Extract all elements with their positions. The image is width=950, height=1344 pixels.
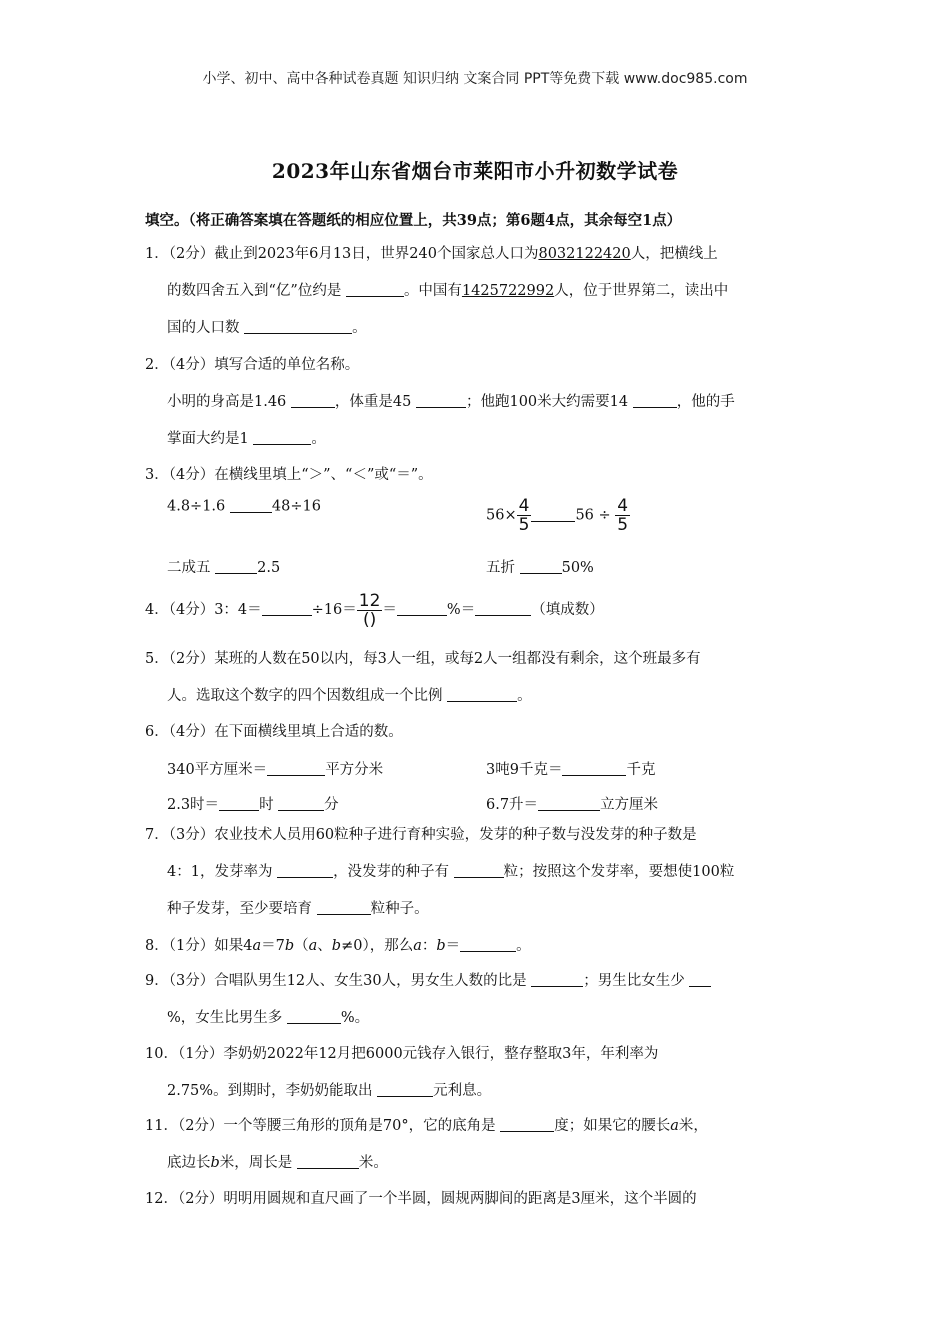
fraction: [357, 592, 383, 629]
answer-blank[interactable]: [317, 900, 371, 916]
answer-blank[interactable]: [277, 863, 333, 879]
question-text: 米。: [358, 1155, 388, 1171]
numerator: 4: [617, 496, 629, 516]
expression: 分: [324, 797, 339, 813]
expression: 五折: [486, 560, 515, 576]
question-text: ；男生比女生少: [583, 973, 685, 989]
answer-blank[interactable]: [397, 601, 447, 617]
question-text: ：: [421, 938, 437, 954]
expression: 4.8÷1.6: [167, 498, 226, 515]
answer-blank[interactable]: [262, 601, 312, 617]
question-number: 12．: [145, 1191, 178, 1207]
answer-blank[interactable]: [244, 319, 352, 335]
question-text: （2分）某班的人数在50以内，每3人一组，或每2人一组都没有剩余，这个班最多有: [168, 651, 701, 667]
question-number: 3．: [145, 467, 169, 483]
question-text: 4：1，发芽率为: [167, 864, 273, 880]
variable-b: b: [331, 938, 342, 954]
question-text: 2.75%。到期时，李奶奶能取出: [167, 1083, 373, 1099]
question-number: 6．: [145, 724, 169, 740]
question-text: （4分）3：4＝: [168, 602, 262, 618]
answer-blank[interactable]: [253, 430, 311, 446]
question-text: ＝7: [261, 938, 285, 954]
question-number: 7．: [145, 827, 169, 843]
answer-blank[interactable]: [460, 937, 516, 953]
question-number: 4．: [145, 602, 169, 618]
fraction: [615, 497, 630, 534]
question-text: ÷16＝: [311, 602, 357, 618]
question-text: 。中国有: [403, 283, 462, 299]
question-text: 底边长: [167, 1155, 211, 1171]
question-text: （2分）一个等腰三角形的顶角是70°，它的底角是: [177, 1118, 496, 1134]
answer-blank[interactable]: [475, 601, 531, 617]
expression: 50%: [561, 560, 594, 576]
answer-blank[interactable]: [562, 761, 626, 777]
expression: 6.7升＝: [486, 797, 539, 813]
question-text: （4分）填写合适的单位名称。: [168, 357, 360, 373]
question-7: [145, 817, 810, 928]
expression: 二成五: [167, 560, 211, 576]
question-text: （: [294, 938, 309, 954]
compare-row-1-left: [167, 497, 321, 515]
question-text: %。: [340, 1010, 370, 1026]
question-4: [145, 590, 604, 630]
variable-a: a: [413, 938, 422, 954]
expression: 平方分米: [325, 762, 384, 778]
answer-blank[interactable]: [454, 863, 504, 879]
answer-blank[interactable]: [633, 393, 677, 409]
question-text: （1分）如果4: [168, 938, 253, 954]
denominator: 5: [518, 515, 530, 535]
question-number: 10．: [145, 1046, 178, 1062]
china-population: 1425722992: [461, 283, 555, 299]
answer-blank[interactable]: [297, 1154, 359, 1170]
answer-blank[interactable]: [689, 972, 711, 988]
page-title: 2023年山东省烟台市莱阳市小升初数学试卷: [271, 159, 679, 183]
question-3: [145, 457, 810, 494]
question-text: 人，位于世界第二，读出中: [554, 283, 729, 299]
question-5: [145, 641, 810, 715]
question-text: （4分）在下面横线里填上合适的数。: [168, 724, 403, 740]
question-text: ，体重是45: [334, 394, 412, 410]
answer-blank[interactable]: [531, 506, 575, 522]
question-text: 。: [516, 938, 531, 954]
question-number: 2．: [145, 357, 169, 373]
question-8: [145, 928, 810, 965]
answer-blank[interactable]: [219, 796, 259, 812]
conversion-row-2-right: [486, 793, 658, 814]
question-text: 粒种子。: [370, 901, 429, 917]
question-text: 人。选取这个数字的四个因数组成一个比例: [167, 688, 443, 704]
denominator: 5: [617, 515, 629, 535]
compare-row-2-right: [486, 556, 594, 577]
section-heading: 填空。（将正确答案填在答题纸的相应位置上，共39点；第6题4点，其余每空1点）: [145, 212, 682, 229]
expression: 立方厘米: [600, 797, 659, 813]
fraction: [517, 497, 532, 534]
denominator: (): [362, 609, 377, 630]
expression: 56 ÷: [575, 507, 611, 524]
question-text: （2分）截止到2023年6月13日，世界240个国家总人口为: [168, 246, 539, 262]
expression: 3吨9千克＝: [486, 762, 563, 778]
answer-blank[interactable]: [346, 282, 404, 298]
conversion-row-2-left: [167, 793, 339, 814]
question-number: 1．: [145, 246, 169, 262]
question-text: 小明的身高是1.46: [167, 394, 287, 410]
question-text: 粒；按照这个发芽率，要想使100粒: [503, 864, 735, 880]
answer-blank[interactable]: [278, 796, 324, 812]
answer-blank[interactable]: [447, 687, 517, 703]
question-text: 掌面大约是1: [167, 431, 249, 447]
question-text: 国的人口数: [167, 320, 240, 336]
site-header: 小学、初中、高中各种试卷真题 知识归纳 文案合同 PPT等免费下载 www.doc985.com: [202, 71, 748, 87]
question-text: 的数四舍五入到“亿”位约是: [167, 283, 342, 299]
expression: 2.5: [257, 560, 281, 576]
numerator: 12: [358, 590, 381, 611]
expression: 时: [259, 797, 274, 813]
answer-blank[interactable]: [267, 761, 325, 777]
variable-a: a: [670, 1118, 679, 1134]
answer-blank[interactable]: [520, 559, 562, 575]
question-number: 9．: [145, 973, 169, 989]
question-text: ≠0），那么: [341, 938, 414, 954]
variable-b: b: [436, 938, 446, 954]
world-population: 8032122420: [538, 246, 631, 262]
question-text: %＝: [446, 602, 476, 618]
question-2: [145, 347, 810, 458]
expression: 48÷16: [271, 498, 321, 515]
question-number: 5．: [145, 651, 169, 667]
answer-blank[interactable]: [416, 393, 466, 409]
question-text: 米，周长是: [219, 1155, 293, 1171]
variable-a: a: [252, 938, 262, 954]
numerator: 4: [518, 496, 530, 516]
answer-blank[interactable]: [377, 1082, 433, 1098]
question-text: （3分）农业技术人员用60粒种子进行育种实验，发芽的种子数与没发芽的种子数是: [168, 827, 697, 843]
answer-blank[interactable]: [230, 497, 272, 513]
answer-blank[interactable]: [500, 1117, 554, 1133]
question-text: 。: [517, 688, 532, 704]
question-text: 度；如果它的腰长: [554, 1118, 671, 1134]
answer-blank[interactable]: [215, 559, 257, 575]
conversion-row-1-left: [167, 758, 383, 779]
question-6: [145, 714, 810, 751]
question-text: ＝: [382, 602, 397, 618]
expression: 2.3时＝: [167, 797, 220, 813]
question-text: （4分）在横线里填上“＞”、“＜”或“＝”。: [168, 467, 433, 483]
question-text: 人，把横线上: [630, 246, 718, 262]
question-10: [145, 1036, 810, 1110]
question-text: 米，: [678, 1118, 708, 1134]
question-text: ＝: [445, 938, 461, 954]
question-text: ；他跑100米大约需要14: [465, 394, 629, 410]
question-9: [145, 963, 810, 1037]
question-text: 。: [352, 320, 367, 336]
question-text: %，女生比男生多: [167, 1010, 283, 1026]
question-text: 。: [311, 431, 326, 447]
question-text: （1分）李奶奶2022年12月把6000元钱存入银行，整存整取3年，年利率为: [177, 1046, 659, 1062]
question-1: [145, 236, 810, 347]
question-number: 11．: [145, 1118, 178, 1134]
compare-row-1-right: [486, 497, 630, 534]
question-text: （2分）明明用圆规和直尺画了一个半圆，圆规两脚间的距离是3厘米，这个半圆的: [177, 1191, 697, 1207]
question-text: 元利息。: [433, 1083, 492, 1099]
question-text: ，没发芽的种子有: [333, 864, 450, 880]
variable-b: b: [284, 938, 295, 954]
variable-a: a: [308, 938, 318, 954]
compare-row-2-left: [167, 556, 280, 577]
variable-b: b: [210, 1155, 220, 1171]
question-text: 、: [317, 938, 332, 954]
answer-blank[interactable]: [291, 393, 335, 409]
conversion-row-1-right: [486, 758, 655, 779]
expression: 340平方厘米＝: [167, 762, 268, 778]
expression: 千克: [626, 762, 656, 778]
question-text: （填成数）: [531, 602, 604, 618]
question-text: 种子发芽，至少要培育: [167, 901, 312, 917]
answer-blank[interactable]: [538, 796, 600, 812]
expression: 56×: [486, 507, 517, 524]
question-number: 8．: [145, 938, 169, 954]
question-text: （3分）合唱队男生12人、女生30人，男女生人数的比是: [168, 973, 527, 989]
question-11: [145, 1108, 810, 1182]
question-text: ，他的手: [676, 394, 735, 410]
answer-blank[interactable]: [287, 1009, 341, 1025]
answer-blank[interactable]: [531, 972, 583, 988]
question-12: [145, 1181, 810, 1218]
